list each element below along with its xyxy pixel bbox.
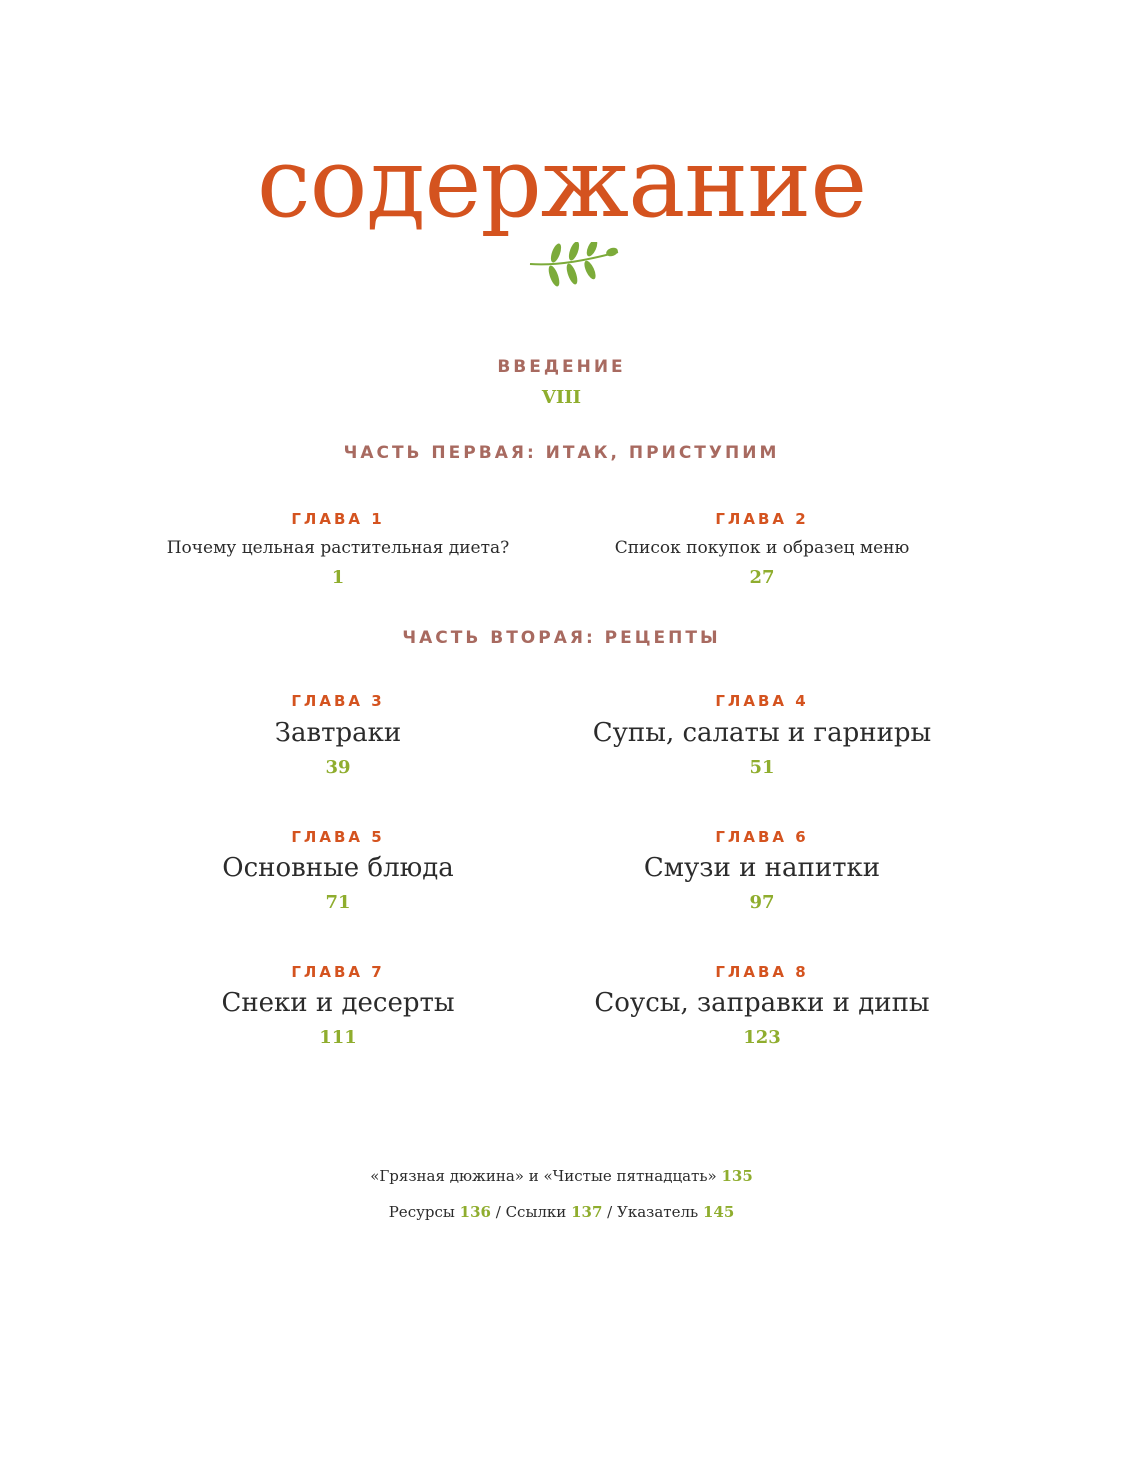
chapter-1-label: ГЛАВА 1: [291, 510, 385, 528]
chapter-2-label: ГЛАВА 2: [715, 510, 809, 528]
appendix-line-1: [0, 1167, 1123, 1185]
chapter-8-label: ГЛАВА 8: [715, 963, 809, 981]
intro-label: ВВЕДЕНИЕ: [497, 357, 626, 377]
dirty-dozen-label[interactable]: «Грязная дюжина» и «Чистые пятнадцать»: [370, 1167, 717, 1185]
intro-page[interactable]: VIII: [541, 387, 582, 408]
links-page[interactable]: 137: [571, 1203, 603, 1221]
separator: /: [607, 1203, 613, 1221]
chapter-3-page[interactable]: 39: [325, 757, 351, 778]
part2-label: ЧАСТЬ ВТОРАЯ: РЕЦЕПТЫ: [402, 628, 721, 648]
chapter-1-page[interactable]: 1: [331, 567, 345, 588]
chapter-5-title[interactable]: Основные блюда: [222, 853, 454, 883]
chapter-5-label: ГЛАВА 5: [291, 828, 385, 846]
chapter-3-label: ГЛАВА 3: [291, 692, 385, 710]
index-label[interactable]: Указатель: [617, 1203, 699, 1221]
chapter-6-page[interactable]: 97: [749, 892, 775, 913]
leaf-sprig-icon: [528, 242, 620, 292]
page-title: содержание: [256, 127, 867, 239]
chapter-3-title[interactable]: Завтраки: [274, 718, 402, 748]
chapter-5-page[interactable]: 71: [325, 892, 351, 913]
chapter-6-title[interactable]: Смузи и напитки: [643, 853, 881, 883]
resources-page[interactable]: 136: [459, 1203, 491, 1221]
chapter-8-title[interactable]: Соусы, заправки и дипы: [594, 988, 930, 1018]
chapter-4-label: ГЛАВА 4: [715, 692, 809, 710]
chapter-7-page[interactable]: 111: [319, 1027, 357, 1048]
chapter-7-label: ГЛАВА 7: [291, 963, 385, 981]
index-page[interactable]: 145: [702, 1203, 735, 1221]
chapter-4-title[interactable]: Супы, салаты и гарниры: [592, 718, 932, 748]
chapter-2-title[interactable]: Список покупок и образец меню: [614, 538, 910, 558]
separator: /: [495, 1203, 501, 1221]
part1-label: ЧАСТЬ ПЕРВАЯ: ИТАК, ПРИСТУПИМ: [343, 443, 780, 463]
chapter-4-page[interactable]: 51: [749, 757, 775, 778]
chapter-8-page[interactable]: 123: [743, 1027, 781, 1048]
chapter-6-label: ГЛАВА 6: [715, 828, 809, 846]
links-label[interactable]: Ссылки: [505, 1203, 567, 1221]
chapter-1-title[interactable]: Почему цельная растительная диета?: [166, 538, 510, 558]
chapter-2-page[interactable]: 27: [749, 567, 775, 588]
appendix-line-2: [0, 1203, 1123, 1221]
resources-label[interactable]: Ресурсы: [388, 1203, 455, 1221]
dirty-dozen-page[interactable]: 135: [721, 1167, 753, 1185]
chapter-7-title[interactable]: Снеки и десерты: [221, 988, 455, 1018]
